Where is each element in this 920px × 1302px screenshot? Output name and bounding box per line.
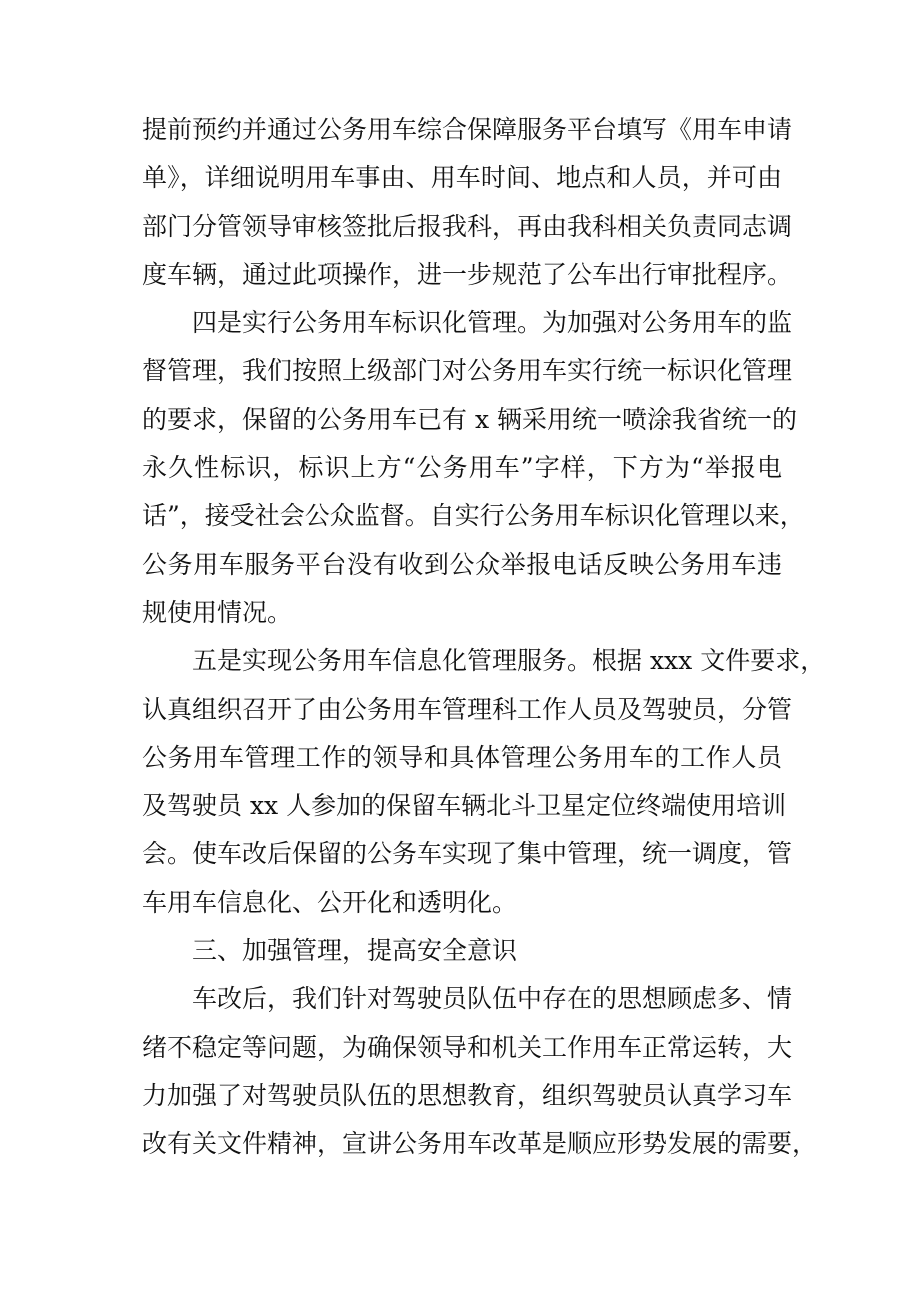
text-line: 及驾驶员 xx 人参加的保留车辆北斗卫星定位终端使用培训 (142, 791, 787, 821)
text-line: 督管理，我们按照上级部门对公务用车实行统一标识化管理 (142, 356, 793, 386)
text-line: 单》，详细说明用车事由、用车时间、地点和人员，并可由 (142, 163, 782, 193)
text-line: 力加强了对驾驶员队伍的思想教育，组织驾驶员认真学习车 (142, 1080, 793, 1110)
paragraph-start-line: 五是实现公务用车信息化管理服务。根据 xxx 文件要求， (192, 646, 826, 676)
text-line: 部门分管领导审核签批后报我科，再由我科相关负责同志调 (142, 211, 793, 241)
text-line: 绪不稳定等问题，为确保领导和机关工作用车正常运转，大 (142, 1032, 793, 1062)
paragraph-start-line: 车改后，我们针对驾驶员队伍中存在的思想顾虑多、情 (192, 984, 793, 1014)
text-line: 公务用车管理工作的领导和具体管理公务用车的工作人员 (142, 742, 782, 772)
text-line: 公务用车服务平台没有收到公众举报电话反映公务用车违 (142, 549, 782, 579)
text-line: 认真组织召开了由公务用车管理科工作人员及驾驶员，分管 (142, 694, 793, 724)
section-heading: 三、加强管理，提高安全意识 (192, 936, 518, 966)
text-line: 话”，接受社会公众监督。自实行公务用车标识化管理以来， (142, 501, 805, 531)
text-line: 会。使车改后保留的公务车实现了集中管理，统一调度，管 (142, 839, 793, 869)
text-line: 永久性标识，标识上方“公务用车”字样，下方为“举报电 (142, 453, 782, 483)
text-line: 的要求，保留的公务用车已有 x 辆采用统一喷涂我省统一的 (142, 404, 797, 434)
paragraph-end-line: 规使用情况。 (142, 597, 293, 627)
text-line: 改有关文件精神，宣讲公务用车改革是顺应形势发展的需要， (142, 1129, 818, 1159)
paragraph-start-line: 四是实行公务用车标识化管理。为加强对公务用车的监 (192, 308, 793, 338)
document-body (142, 106, 826, 1169)
text-line: 度车辆，通过此项操作，进一步规范了公车出行审批程序。 (142, 259, 793, 289)
paragraph-end-line: 车用车信息化、公开化和透明化。 (142, 887, 518, 917)
text-line: 提前预约并通过公务用车综合保障服务平台填写《用车申请 (142, 115, 793, 144)
